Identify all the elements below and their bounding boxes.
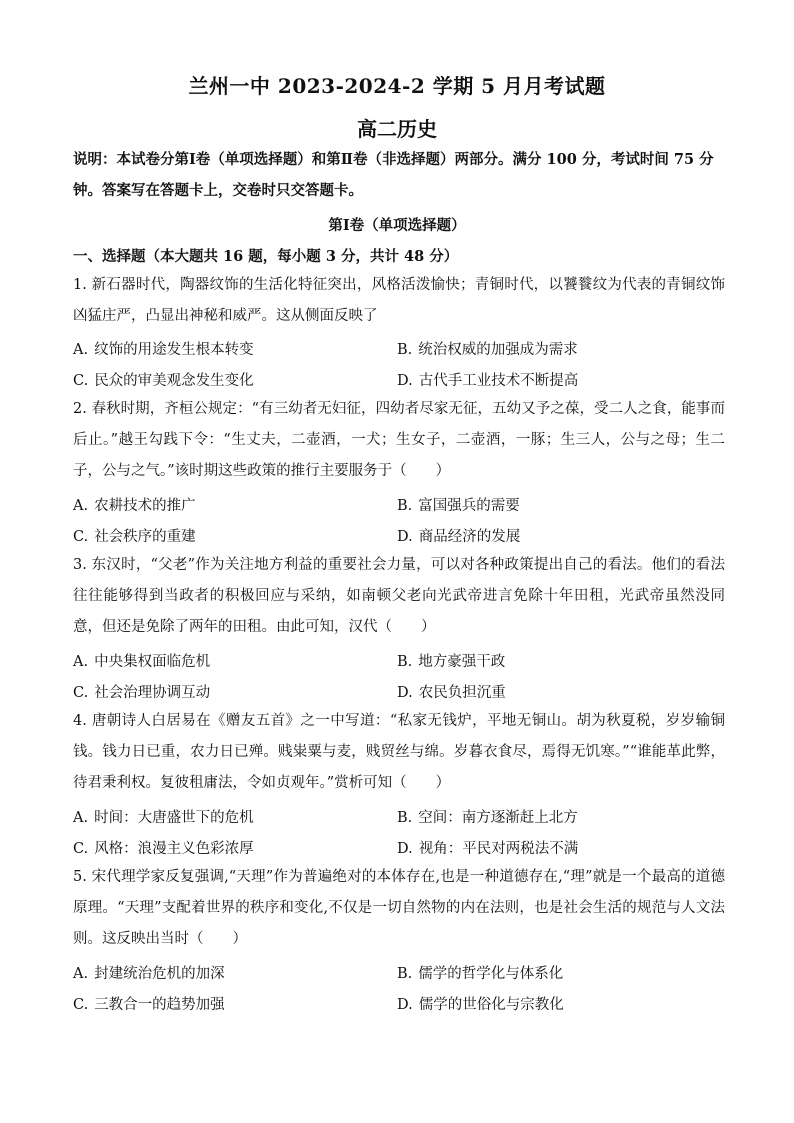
exam-instructions: 说明：本试卷分第Ⅰ卷（单项选择题）和第Ⅱ卷（非选择题）两部分。满分 100 分，考试时间 75 分钟。答案写在答题卡上，交卷时只交答题卡。 xyxy=(73,151,714,199)
option-key: C. xyxy=(73,529,89,545)
option-key: C. xyxy=(73,373,89,389)
option-key: C. xyxy=(73,685,89,701)
question-3-option-a[interactable] xyxy=(73,650,210,671)
question-2-stem: 2. 春秋时期，齐桓公规定：“有三幼者无妇征，四幼者尽家无征，五幼又予之葆，受二人之食，能事而后止。”越王勾践下令：“生丈夫，二壶酒，一犬；生女子，二壶酒，一豚；生三人，公与之母；生二子，公与之气。”该时期这些政策的推行主要服务于（ ） xyxy=(73,401,725,479)
option-key: B. xyxy=(397,498,413,514)
question-4-option-a[interactable] xyxy=(73,806,254,827)
question-4-option-b[interactable] xyxy=(397,806,578,827)
exam-title: 兰州一中 2023-2024-2 学期 5 月月考试题 xyxy=(188,74,606,98)
question-1-option-d[interactable] xyxy=(397,369,578,390)
question-1-option-a[interactable] xyxy=(73,338,254,359)
option-text: 中央集权面临危机 xyxy=(94,654,211,670)
question-4-option-d[interactable] xyxy=(397,837,578,858)
question-5-option-a[interactable] xyxy=(73,962,225,983)
question-2-option-b[interactable] xyxy=(397,494,520,515)
question-2-option-c[interactable] xyxy=(73,525,196,546)
option-text: 社会治理协调互动 xyxy=(94,685,211,701)
option-text: 空间：南方逐渐赶上北方 xyxy=(418,810,578,826)
option-key: D. xyxy=(397,685,413,701)
volume-title: 第Ⅰ卷（单项选择题） xyxy=(328,217,466,234)
option-text: 社会秩序的重建 xyxy=(94,529,196,545)
question-1-stem: 1. 新石器时代，陶器纹饰的生活化特征突出，风格活泼愉快；青铜时代，以饕餮纹为代表的青铜纹饰凶猛庄严，凸显出神秘和威严。这从侧面反映了 xyxy=(73,277,725,324)
question-1-option-b[interactable] xyxy=(397,338,578,359)
option-text: 古代手工业技术不断提高 xyxy=(418,373,579,389)
option-key: B. xyxy=(397,342,413,358)
question-4-stem: 4. 唐朝诗人白居易在《赠友五首》之一中写道：“私家无钱炉，平地无铜山。胡为秋夏税，岁岁输铜钱。钱力日已重，农力日已殚。贱粜粟与麦，贱贸丝与绵。岁暮衣食尽，焉得无饥寒。”“谁能革此弊，待君秉利权。复彼租庸法，令如贞观年。”赏析可知（ ） xyxy=(73,713,725,791)
option-key: B. xyxy=(397,966,413,982)
option-text: 商品经济的发展 xyxy=(418,529,521,545)
part-title: 一、选择题（本大题共 16 题，每小题 3 分，共计 48 分） xyxy=(73,248,459,265)
option-key: D. xyxy=(397,373,413,389)
option-text: 视角：平民对两税法不满 xyxy=(418,841,579,857)
option-key: C. xyxy=(73,997,89,1013)
option-text: 民众的审美观念发生变化 xyxy=(94,373,254,389)
question-3-option-c[interactable] xyxy=(73,681,210,702)
option-text: 三教合一的趋势加强 xyxy=(94,997,225,1013)
question-4-option-c[interactable] xyxy=(73,837,254,858)
option-text: 风格：浪漫主义色彩浓厚 xyxy=(94,841,254,857)
option-key: B. xyxy=(397,654,413,670)
option-key: A. xyxy=(73,498,89,514)
option-text: 富国强兵的需要 xyxy=(418,498,520,514)
question-5-option-c[interactable] xyxy=(73,993,225,1014)
option-key: D. xyxy=(397,997,413,1013)
option-key: B. xyxy=(397,810,413,826)
question-5-stem: 5. 宋代理学家反复强调,“天理”作为普遍绝对的本体存在,也是一种道德存在,“理”就是一个最高的道德原理。“天理”支配着世界的秩序和变化,不仅是一切自然物的内在法则，也是社会生活的规范与人文法则。这反映出当时（ ） xyxy=(73,869,725,947)
option-text: 农耕技术的推广 xyxy=(94,498,196,514)
option-key: A. xyxy=(73,342,89,358)
option-text: 农民负担沉重 xyxy=(418,685,506,701)
option-text: 儒学的哲学化与体系化 xyxy=(418,966,564,982)
question-5-option-b[interactable] xyxy=(397,962,563,983)
question-2-option-a[interactable] xyxy=(73,494,196,515)
option-text: 统治权威的加强成为需求 xyxy=(418,342,578,358)
option-key: A. xyxy=(73,654,89,670)
question-2-option-d[interactable] xyxy=(397,525,520,546)
option-text: 儒学的世俗化与宗教化 xyxy=(418,997,564,1013)
option-text: 纹饰的用途发生根本转变 xyxy=(94,342,254,358)
option-key: A. xyxy=(73,966,89,982)
option-key: C. xyxy=(73,841,89,857)
question-3-option-d[interactable] xyxy=(397,681,506,702)
option-text: 时间：大唐盛世下的危机 xyxy=(94,810,254,826)
question-3-option-b[interactable] xyxy=(397,650,505,671)
option-text: 封建统治危机的加深 xyxy=(94,966,225,982)
question-3-stem: 3. 东汉时，“父老”作为关注地方利益的重要社会力量，可以对各种政策提出自己的看法。他们的看法往往能够得到当政者的积极回应与采纳，如南顿父老向光武帝进言免除十年田租，光武帝虽然没同意，但还是免除了两年的田租。由此可知，汉代（ ） xyxy=(73,557,725,635)
option-key: D. xyxy=(397,529,413,545)
option-key: D. xyxy=(397,841,413,857)
question-5-option-d[interactable] xyxy=(397,993,564,1014)
option-key: A. xyxy=(73,810,89,826)
question-1-option-c[interactable] xyxy=(73,369,254,390)
subject-title: 高二历史 xyxy=(357,117,437,141)
option-text: 地方豪强干政 xyxy=(418,654,506,670)
